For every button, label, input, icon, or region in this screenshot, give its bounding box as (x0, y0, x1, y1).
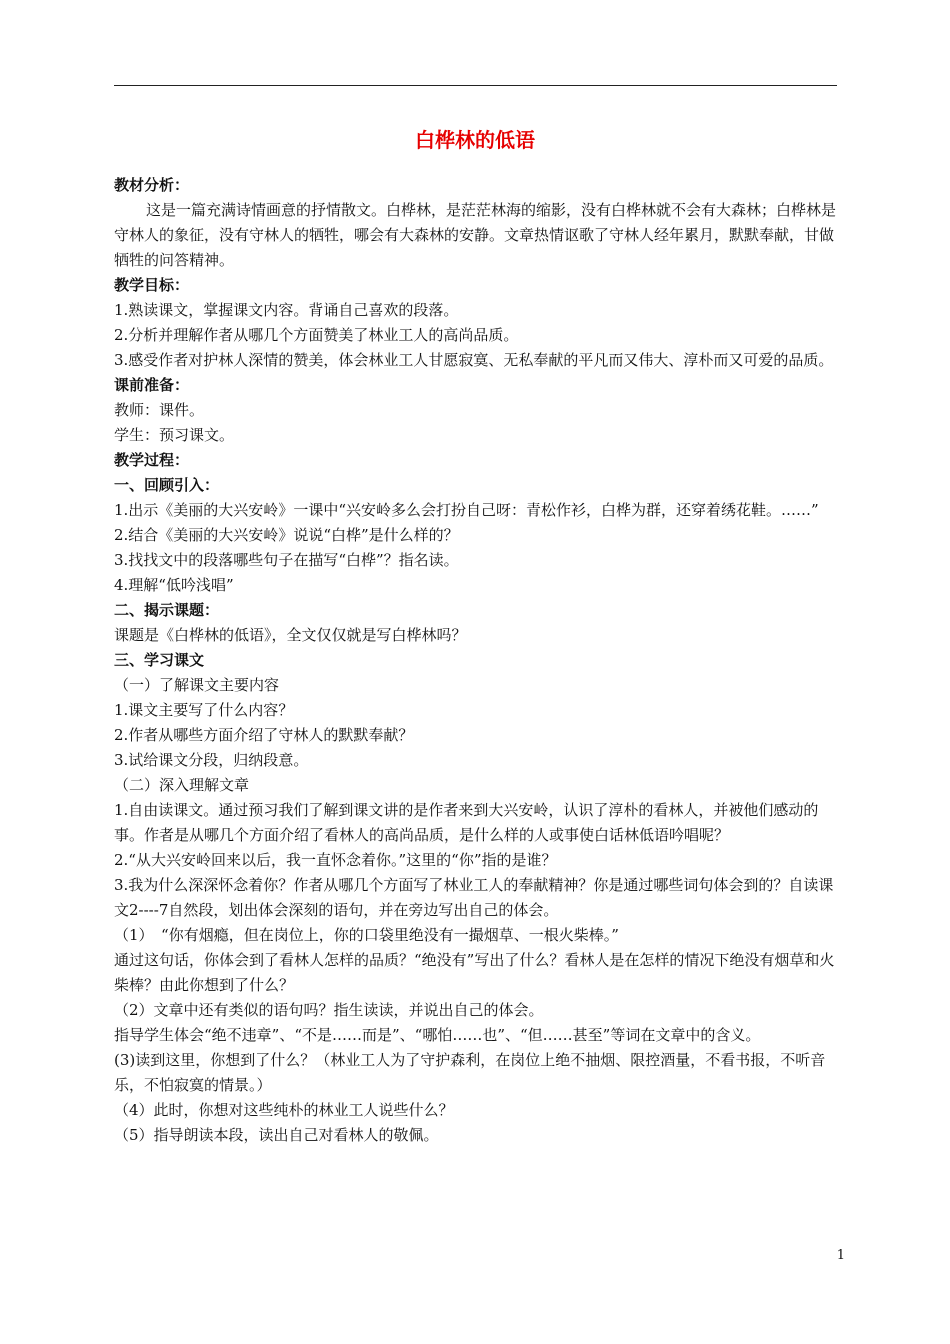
goal-item: 3.感受作者对护林人深情的赞美，体会林业工人甘愿寂寞、无私奉献的平凡而又伟大、淳朴而又可爱的品质。 (114, 351, 834, 369)
sub2-item: 2.“从大兴安岭回来以后，我一直怀念着你。”这里的“你”指的是谁？ (114, 851, 557, 869)
sub1-item: 3.试给课文分段，归纳段意。 (114, 751, 309, 769)
document-body (114, 173, 839, 1148)
sub2-item: 指导学生体会“绝不违章”、“不是……而是”、“哪怕……也”、“但……甚至”等词在文章中的含义。 (114, 1026, 761, 1044)
page-number: 1 (836, 1248, 845, 1263)
sub2-item: 3.我为什么深深怀念着你？作者从哪几个方面写了林业工人的奉献精神？你是通过哪些词句体会到的？自读课文2----7自然段，划出体会深刻的语句，并在旁边写出自己的体会。 (114, 876, 834, 919)
goal-item: 2.分析并理解作者从哪几个方面赞美了林业工人的高尚品质。 (114, 326, 519, 344)
goals-heading: 教学目标： (114, 276, 190, 294)
sub2-heading: （二）深入理解文章 (114, 776, 250, 794)
part1-heading: 一、回顾引入： (114, 476, 220, 494)
goal-item: 1.熟读课文，掌握课文内容。背诵自己喜欢的段落。 (114, 301, 459, 319)
part1-item: 3.找找文中的段落哪些句子在描写“白桦”？指名读。 (114, 551, 459, 569)
sub1-item: 2.作者从哪些方面介绍了守林人的默默奉献？ (114, 726, 414, 744)
part1-item: 1.出示《美丽的大兴安岭》一课中“兴安岭多么会打扮自己呀：青松作衫，白桦为群，还穿着绣花鞋。……” (114, 501, 819, 519)
sub2-item: 1.自由读课文。通过预习我们了解到课文讲的是作者来到大兴安岭，认识了淳朴的看林人，并被他们感动的事。作者是从哪几个方面介绍了看林人的高尚品质，是什么样的人或事使白话林低语吟唱呢？ (114, 801, 819, 844)
sub2-item: （1） “你有烟瘾，但在岗位上，你的口袋里绝没有一撮烟草、一根火柴棒。” (114, 926, 619, 944)
sub2-item: 通过这句话，你体会到了看林人怎样的品质？“绝没有”写出了什么？看林人是在怎样的情况下绝没有烟草和火柴棒？由此你想到了什么？ (114, 951, 835, 994)
material-text: 这是一篇充满诗情画意的抒情散文。白桦林，是茫茫林海的缩影，没有白桦林就不会有大森林；白桦林是守林人的象征，没有守林人的牺牲，哪会有大森林的安静。文章热情讴歌了守林人经年累月，默默奉献，甘做牺牲的问答精神。 (114, 201, 837, 269)
sub2-item: (3)读到这里，你想到了什么？（林业工人为了守护森利，在岗位上绝不抽烟、限控酒量，不看书报，不听音乐，不怕寂寞的情景。） (114, 1051, 826, 1094)
sub2-item: （4）此时，你想对这些纯朴的林业工人说些什么？ (114, 1101, 454, 1119)
header-rule (114, 85, 837, 86)
sub1-item: 1.课文主要写了什么内容？ (114, 701, 294, 719)
sub1-heading: （一）了解课文主要内容 (114, 676, 280, 694)
sub2-item: （2）文章中还有类似的语句吗？指生读读，并说出自己的体会。 (114, 1001, 544, 1019)
part2-heading: 二、揭示课题： (114, 601, 220, 619)
part3-heading: 三、学习课文 (114, 651, 205, 669)
prep-item: 教师：课件。 (114, 401, 205, 419)
prep-item: 学生：预习课文。 (114, 426, 235, 444)
part1-item: 2.结合《美丽的大兴安岭》说说“白桦”是什么样的？ (114, 526, 459, 544)
material-heading: 教材分析： (114, 176, 190, 194)
part2-text: 课题是《白桦林的低语》，全文仅仅就是写白桦林吗？ (114, 626, 467, 644)
page-title: 白桦林的低语 (415, 128, 535, 152)
process-heading: 教学过程： (114, 451, 190, 469)
sub2-item: （5）指导朗读本段，读出自己对看林人的敬佩。 (114, 1126, 439, 1144)
prep-heading: 课前准备： (114, 376, 190, 394)
part1-item: 4.理解“低吟浅唱” (114, 576, 234, 594)
